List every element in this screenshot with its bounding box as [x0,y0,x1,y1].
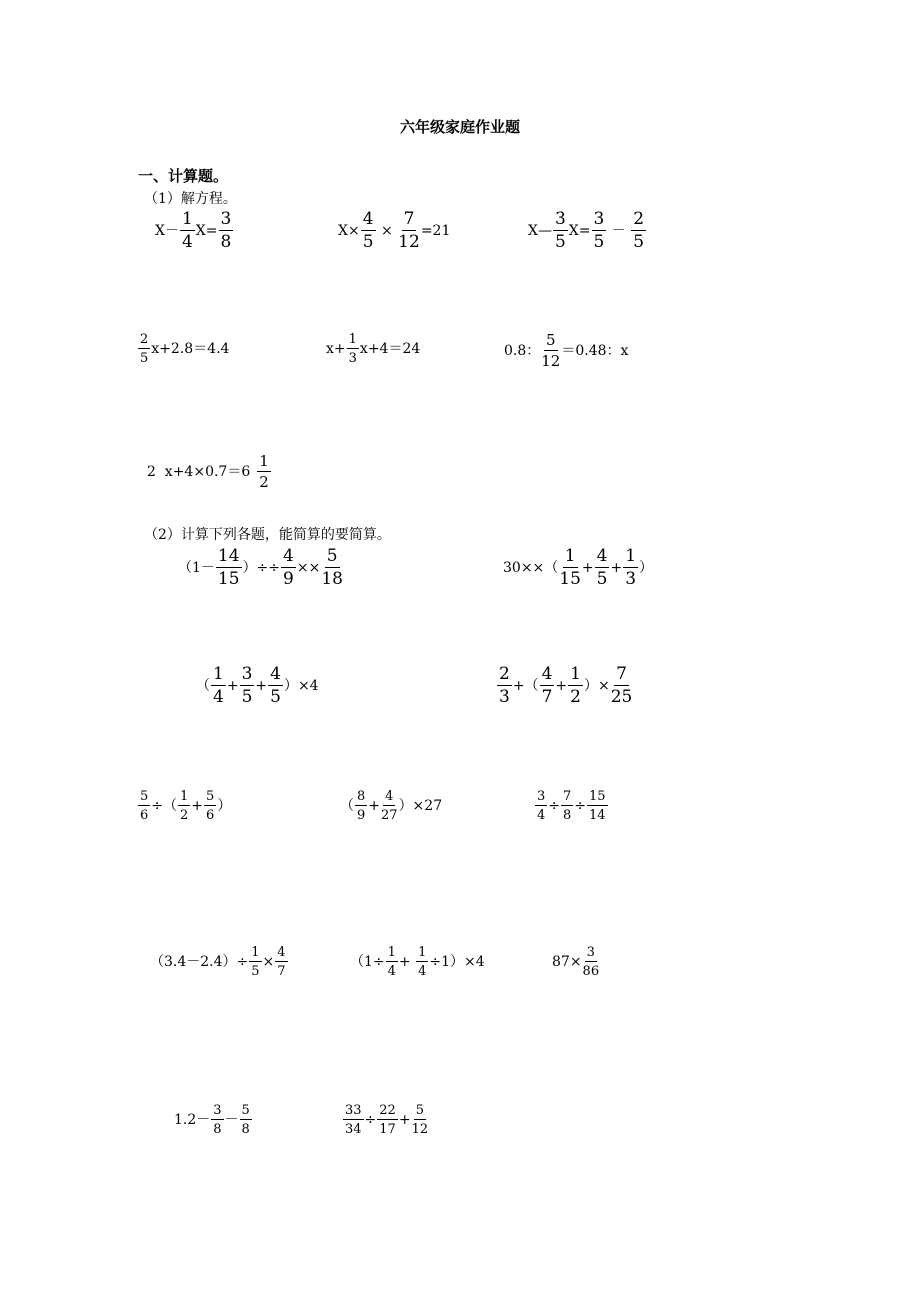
expr-text: ）÷÷ [242,560,281,576]
problem-2 [503,548,653,588]
expr-text: ÷（ [151,798,178,814]
expr-text: + [555,678,568,694]
fraction: $\frac{4}{5}$ [362,209,374,252]
eq-text: X× [338,223,360,239]
part2-label: （2）计算下列各题，能简算的要简算。 [144,527,391,543]
expr-text: （ [340,798,354,814]
fraction: 3 5 [554,209,566,252]
fraction: $\frac{1}{4}$ [387,945,396,979]
expr-text: 1.2－ [174,1112,211,1128]
expr-text: ÷ [548,798,561,814]
eq-text: X= [568,223,591,239]
fraction: 14 15 [217,546,240,589]
fraction: $\frac{7}{8}$ [563,789,572,823]
fraction: $\frac{3}{86}$ [582,945,600,979]
fraction: $\frac{4}{7}$ [277,945,286,979]
expr-text: + [226,678,239,694]
fraction: $\frac{1}{3}$ [348,332,357,366]
fraction: 2 5 [633,209,645,252]
fraction: $\frac{4}{5}$ [270,664,281,707]
eq-text: 2 x+4×0.7＝6 [147,464,251,480]
equation-7 [147,454,272,490]
problem-3 [196,666,319,706]
fraction: $\frac{4}{9}$ [283,546,294,589]
fraction: $\frac{22}{17}$ [379,1103,396,1137]
eq-text: X－ [155,223,179,239]
eq-text: X— [528,223,552,239]
expr-text: +（ [512,678,539,694]
problem-4 [496,666,633,706]
fraction: $\frac{5}{12}$ [411,1103,429,1137]
eq-text: x+4＝24 [359,341,421,357]
expr-text: + [610,560,623,576]
fraction: $\frac{3}{5}$ [241,664,253,707]
expr-text: ） [217,798,232,814]
section-heading: 一、计算题。 [138,167,229,185]
expr-text: + [255,678,268,694]
problem-1 [178,548,344,588]
fraction: $\frac{1}{4}$ [418,945,427,979]
fraction: $\frac{3}{5}$ [593,209,605,252]
eq-text: X= [195,223,218,239]
fraction: $\frac{4}{27}$ [381,789,398,823]
problem-8 [150,946,289,978]
fraction: 5 12 [541,331,561,370]
equation-4 [137,333,229,365]
expr-text: ÷1）×4 [429,954,485,970]
fraction: 4 7 [541,664,553,707]
expr-text: ）× [583,678,610,694]
fraction: 1 4 [213,664,224,707]
fraction: $\frac{1}{2}$ [570,664,581,707]
expr-text: ） [639,560,654,576]
expr-text: + [398,1112,411,1128]
expr-text: + [191,798,204,814]
part1-label: （1）解方程。 [144,191,237,207]
expr-text: （1－ [178,560,215,576]
fraction: $\frac{3}{8}$ [220,209,232,252]
eq-text: × [376,223,398,239]
expr-text: ）×27 [398,798,443,814]
fraction: $\frac{3}{4}$ [537,789,546,823]
expr-text: + [398,954,416,970]
fraction: $\frac{7}{12}$ [398,209,420,252]
eq-text: x+2.8＝4.4 [151,341,230,357]
fraction: 3 8 [213,1103,222,1137]
problem-6 [340,790,442,822]
fraction: $\frac{33}{34}$ [345,1103,362,1137]
eq-text: ＝0.48：x [561,343,629,359]
expr-text: ×× [296,560,321,576]
fraction: $\frac{7}{25}$ [610,664,633,707]
fraction: 1 4 [181,209,193,252]
expr-text: （3.4－2.4）÷ [150,954,249,970]
expr-text: ）×4 [283,678,319,694]
eq-text: x+ [326,341,346,357]
fraction: 1 2 [180,789,189,823]
eq-text: － [607,223,631,239]
fraction: 1 15 [559,546,581,589]
equation-3 [528,211,647,251]
fraction: $\frac{1}{5}$ [251,945,260,979]
problem-11 [174,1104,253,1136]
equation-5 [326,333,420,365]
expr-text: + [581,560,594,576]
expr-text: ÷ [574,798,587,814]
fraction: $\frac{15}{14}$ [589,789,606,823]
expr-text: + [368,798,381,814]
fraction: 1 2 [259,452,269,491]
expr-text: ÷ [364,1112,377,1128]
fraction: 2 3 [499,664,510,707]
equation-2 [338,211,450,251]
expr-text: （ [196,678,210,694]
problem-10 [552,946,600,978]
equation-1 [155,211,234,251]
fraction: $\frac{5}{6}$ [206,789,215,823]
expr-text: （1÷ [350,954,385,970]
page-title: 六年级家庭作业题 [400,118,521,136]
problem-7 [534,790,609,822]
fraction: $\frac{1}{3}$ [625,546,637,589]
fraction: $\frac{5}{6}$ [140,789,149,823]
eq-text: 0.8： [504,343,541,359]
expr-text: × [262,954,275,970]
fraction: $\frac{4}{5}$ [596,546,608,589]
problem-5 [137,790,231,822]
problem-9 [350,946,485,978]
fraction: 8 9 [357,789,366,823]
expr-text: － [224,1112,239,1128]
expr-text: 30××（ [503,560,559,576]
expr-text: 87× [552,954,582,970]
problem-12 [342,1104,429,1136]
equation-6 [504,333,628,369]
eq-text: =21 [420,223,451,239]
fraction: 2 5 [140,332,149,366]
fraction: $\frac{5}{18}$ [321,546,343,589]
fraction: 5 8 [241,1103,250,1137]
